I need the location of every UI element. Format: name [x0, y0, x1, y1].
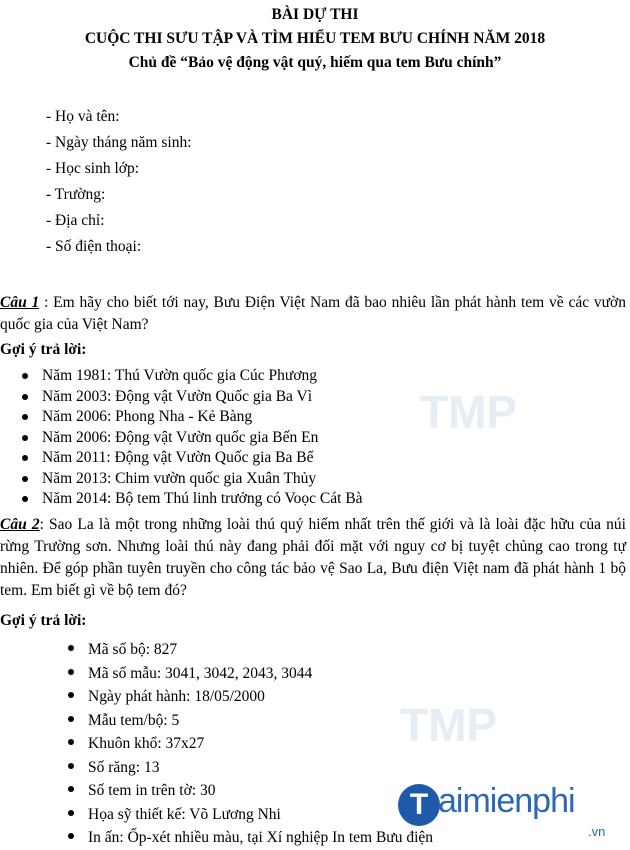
bullet-icon — [22, 455, 28, 461]
list-item: Năm 2006: Động vật Vườn quốc gia Bến En — [42, 428, 363, 449]
bullet-icon — [22, 373, 28, 379]
bullet-icon — [22, 414, 28, 420]
logo-wordmark: aimienphi — [438, 782, 575, 820]
bullet-icon — [22, 435, 28, 441]
bullet-icon — [22, 496, 28, 502]
field-school: - Trường: — [46, 186, 106, 203]
taimienphi-logo — [398, 780, 630, 848]
list-item: Năm 2003: Động vật Vườn Quốc gia Ba Vì — [42, 387, 363, 408]
list-item: Ngày phát hành: 18/05/2000 — [88, 685, 433, 709]
list-item: Mẫu tem/bộ: 5 — [88, 709, 433, 733]
logo-mark-icon: T — [398, 784, 440, 826]
list-item: Họa sỹ thiết kế: Võ Lương Nhi — [88, 803, 433, 827]
field-class: - Học sinh lớp: — [46, 160, 140, 177]
question-2-hint: Gợi ý trả lời: — [0, 612, 87, 629]
list-item: Số tem in trên tờ: 30 — [88, 779, 433, 803]
question-1-hint: Gợi ý trả lời: — [0, 341, 87, 358]
list-item: Khuôn khổ: 37x27 — [88, 732, 433, 756]
list-item: Năm 1981: Thú Vườn quốc gia Cúc Phương — [42, 366, 363, 387]
watermark-text: TMP — [420, 386, 518, 438]
bullet-icon — [68, 739, 74, 745]
bullet-icon — [22, 476, 28, 482]
bullet-icon — [68, 669, 74, 675]
question-2 — [0, 514, 626, 602]
list-item: Số răng: 13 — [88, 756, 433, 780]
bullet-icon — [68, 692, 74, 698]
watermark-text: TMP — [400, 699, 498, 751]
student-info-fields — [46, 104, 192, 260]
bullet-icon — [68, 786, 74, 792]
list-item: In ấn: Ốp-xét nhiều màu, tại Xí nghiệp In tem Bưu điện — [88, 826, 433, 850]
field-phone: - Số điện thoại: — [46, 238, 142, 255]
field-name: - Họ và tên: — [46, 108, 120, 125]
bullet-icon — [68, 645, 74, 651]
bullet-icon — [68, 716, 74, 722]
question-2-label: Câu 2 — [0, 516, 40, 533]
bullet-icon — [68, 763, 74, 769]
question-2-text: : Sao La là một trong những loài thú quý hiếm nhất trên thế giới và là loài đặc hữu của núi rừng Trường sơn. Nhưng loài thú này đang phải đối mặt với nguy cơ bị tuyệt chủng cao trong tự nhiên. Để góp phần tuyên truyền cho công tác bảo vệ Sao La, Bưu điện Việt nam đã phát hành 1 bộ tem. Em biết gì về bộ tem đó? — [0, 516, 626, 599]
field-address: - Địa chỉ: — [46, 212, 105, 229]
bullet-icon — [68, 810, 74, 816]
question-1 — [0, 292, 626, 336]
list-item: Năm 2014: Bộ tem Thú linh trưởng có Voọc Cát Bà — [42, 489, 363, 510]
doc-title: BÀI DỰ THI — [271, 6, 359, 23]
question-1-text: : Em hãy cho biết tới nay, Bưu Điện Việt Nam đã bao nhiêu lần phát hành tem về các vườn quốc gia của Việt Nam? — [0, 294, 626, 333]
bullet-icon — [22, 394, 28, 400]
logo-suffix: .vn — [588, 824, 606, 839]
list-item: Năm 2011: Động vật Vườn Quốc gia Ba Bể — [42, 448, 363, 469]
contest-title: CUỘC THI SƯU TẬP VÀ TÌM HIỂU TEM BƯU CHÍNH NĂM 2018 — [84, 30, 546, 47]
list-item: Mã số bộ: 827 — [88, 638, 433, 662]
topic-title: Chủ đề “Bảo vệ động vật quý, hiếm qua tem Bưu chính” — [128, 54, 502, 71]
field-birthdate: - Ngày tháng năm sinh: — [46, 134, 192, 151]
list-item: Năm 2013: Chim vườn quốc gia Xuân Thủy — [42, 469, 363, 490]
list-item: Mã số mẫu: 3041, 3042, 2043, 3044 — [88, 662, 433, 686]
bullet-icon — [68, 833, 74, 839]
question-1-answer-list — [42, 366, 363, 510]
list-item: Năm 2006: Phong Nha - Kẻ Bàng — [42, 407, 363, 428]
question-2-answer-list — [88, 638, 433, 850]
question-1-label: Câu 1 — [0, 294, 40, 311]
